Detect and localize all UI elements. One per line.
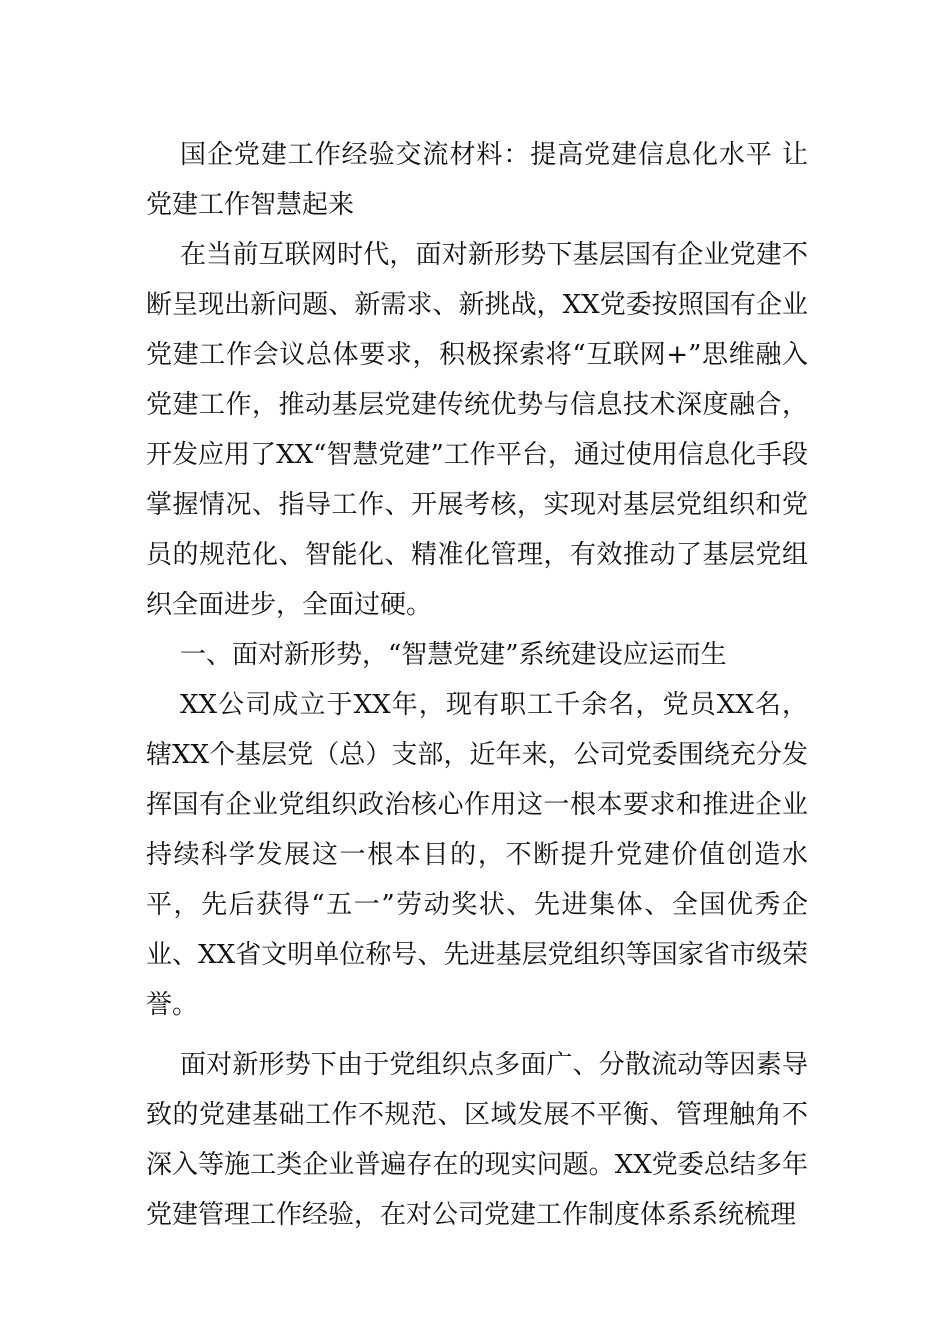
paragraph-intro: 在当前互联网时代，面对新形势下基层国有企业党建不断呈现出新问题、新需求、新挑战，XX党委按照国有企业党建工作会议总体要求，积极探索将“互联网+”思维融入党建工作，推动基层党建传统优势与信息技术深度融合，开发应用了XX“智慧党建”工作平台，通过使用信息化手段掌握情况、指导工作、开展考核，实现对基层党组织和党员的规范化、智能化、精准化管理，有效推动了基层党组织全面进步，全面过硬。 [146, 240, 808, 620]
paragraph-new-situation: 面对新形势下由于党组织点多面广、分散流动等因素导致的党建基础工作不规范、区域发展不平衡、管理触角不深入等施工类企业普遍存在的现实问题。XX党委总结多年党建管理工作经验，在对公司党建工作制度体系系统梳理 [146, 1050, 808, 1230]
section-heading-1: 一、面对新形势，“智慧党建”系统建设应运而生 [180, 640, 727, 670]
document-title: 国企党建工作经验交流材料：提高党建信息化水平 让党建工作智慧起来 [146, 140, 808, 220]
paragraph-company-overview: XX公司成立于XX年，现有职工千余名，党员XX名，辖XX个基层党（总）支部，近年来，公司党委围绕充分发挥国有企业党组织政治核心作用这一根本要求和推进企业持续科学发展这一根本目的，不断提升党建价值创造水平，先后获得“五一”劳动奖状、先进集体、全国优秀企业、XX省文明单位称号、先进基层党组织等国家省市级荣誉。 [146, 690, 808, 1020]
document-body [146, 130, 808, 1240]
